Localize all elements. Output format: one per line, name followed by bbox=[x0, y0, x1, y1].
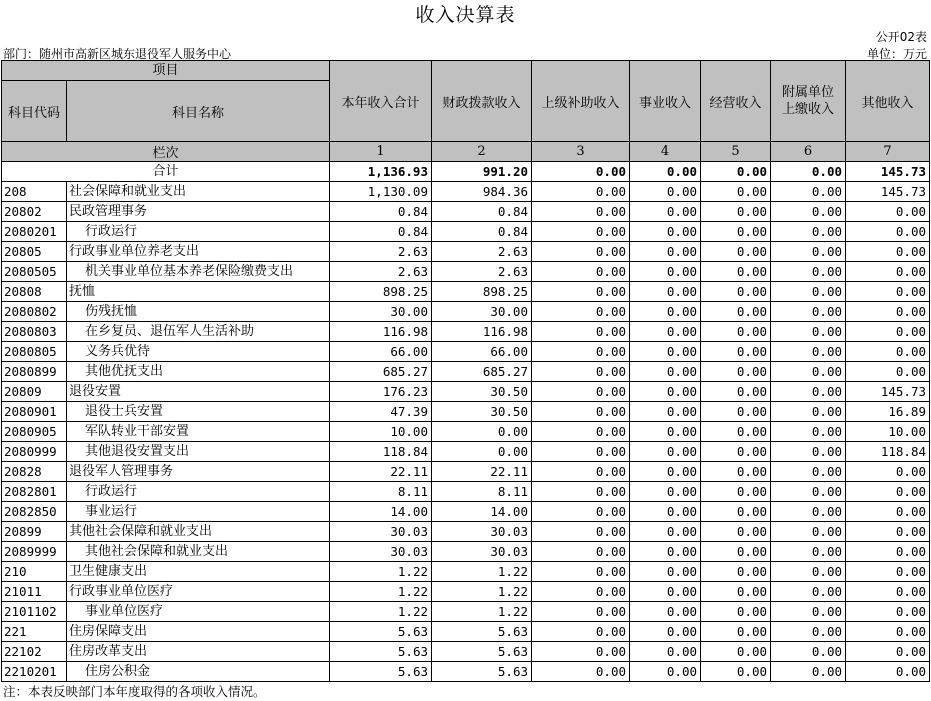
amount-cell: 0.00 bbox=[630, 562, 701, 582]
amount-cell: 0.00 bbox=[771, 202, 846, 222]
total-cell: 0.00 bbox=[532, 162, 630, 182]
subject-code: 2080901 bbox=[2, 402, 67, 422]
amount-cell: 0.00 bbox=[701, 182, 771, 202]
table-row bbox=[2, 322, 930, 342]
row-index-label: 栏次 bbox=[2, 142, 330, 162]
amount-cell: 5.63 bbox=[330, 622, 432, 642]
amount-cell: 1.22 bbox=[330, 602, 432, 622]
amount-cell: 0.00 bbox=[846, 522, 930, 542]
subject-code: 2080905 bbox=[2, 422, 67, 442]
amount-cell: 30.50 bbox=[432, 382, 532, 402]
amount-cell: 0.00 bbox=[771, 342, 846, 362]
amount-cell: 0.00 bbox=[846, 202, 930, 222]
amount-cell: 47.39 bbox=[330, 402, 432, 422]
amount-cell: 30.00 bbox=[432, 302, 532, 322]
subject-code: 2082850 bbox=[2, 502, 67, 522]
amount-cell: 0.00 bbox=[630, 182, 701, 202]
amount-cell: 5.63 bbox=[432, 662, 532, 682]
amount-cell: 0.00 bbox=[771, 622, 846, 642]
col-header-1: 本年收入合计 bbox=[330, 61, 432, 142]
amount-cell: 0.00 bbox=[630, 422, 701, 442]
subject-code: 2080805 bbox=[2, 342, 67, 362]
amount-cell: 685.27 bbox=[432, 362, 532, 382]
amount-cell: 0.00 bbox=[630, 282, 701, 302]
amount-cell: 8.11 bbox=[330, 482, 432, 502]
col-header-6: 附属单位上缴收入 bbox=[771, 61, 846, 142]
amount-cell: 0.00 bbox=[771, 522, 846, 542]
amount-cell: 30.03 bbox=[432, 522, 532, 542]
table-row bbox=[2, 522, 930, 542]
table-row bbox=[2, 402, 930, 422]
subject-name: 伤残抚恤 bbox=[67, 302, 330, 322]
amount-cell: 1,130.09 bbox=[330, 182, 432, 202]
subject-code: 208 bbox=[2, 182, 67, 202]
amount-cell: 0.00 bbox=[771, 562, 846, 582]
table-row bbox=[2, 282, 930, 302]
amount-cell: 0.00 bbox=[846, 622, 930, 642]
amount-cell: 685.27 bbox=[330, 362, 432, 382]
amount-cell: 0.00 bbox=[532, 462, 630, 482]
amount-cell: 176.23 bbox=[330, 382, 432, 402]
amount-cell: 0.00 bbox=[532, 302, 630, 322]
subject-code: 210 bbox=[2, 562, 67, 582]
amount-cell: 0.00 bbox=[771, 242, 846, 262]
col-header-2: 财政拨款收入 bbox=[432, 61, 532, 142]
amount-cell: 0.00 bbox=[532, 222, 630, 242]
table-row bbox=[2, 502, 930, 522]
table-row bbox=[2, 462, 930, 482]
subject-code: 2210201 bbox=[2, 662, 67, 682]
table-row bbox=[2, 302, 930, 322]
amount-cell: 0.00 bbox=[532, 562, 630, 582]
amount-cell: 0.00 bbox=[701, 322, 771, 342]
amount-cell: 0.00 bbox=[532, 202, 630, 222]
table-row bbox=[2, 242, 930, 262]
amount-cell: 16.89 bbox=[846, 402, 930, 422]
amount-cell: 10.00 bbox=[330, 422, 432, 442]
subject-code: 221 bbox=[2, 622, 67, 642]
amount-cell: 0.00 bbox=[846, 242, 930, 262]
amount-cell: 0.00 bbox=[771, 662, 846, 682]
amount-cell: 0.00 bbox=[630, 362, 701, 382]
amount-cell: 0.00 bbox=[532, 622, 630, 642]
amount-cell: 984.36 bbox=[432, 182, 532, 202]
col-number: 5 bbox=[701, 142, 771, 162]
amount-cell: 0.00 bbox=[701, 442, 771, 462]
table-row bbox=[2, 382, 930, 402]
amount-cell: 0.00 bbox=[532, 362, 630, 382]
amount-cell: 0.00 bbox=[846, 362, 930, 382]
amount-cell: 0.00 bbox=[630, 442, 701, 462]
table-row bbox=[2, 662, 930, 682]
subject-name: 其他退役安置支出 bbox=[67, 442, 330, 462]
amount-cell: 0.00 bbox=[532, 282, 630, 302]
amount-cell: 0.00 bbox=[846, 462, 930, 482]
subject-name: 军队转业干部安置 bbox=[67, 422, 330, 442]
col-header-3: 上级补助收入 bbox=[532, 61, 630, 142]
amount-cell: 118.84 bbox=[330, 442, 432, 462]
amount-cell: 0.00 bbox=[701, 482, 771, 502]
amount-cell: 116.98 bbox=[330, 322, 432, 342]
table-row bbox=[2, 562, 930, 582]
amount-cell: 0.00 bbox=[630, 342, 701, 362]
amount-cell: 0.00 bbox=[432, 442, 532, 462]
amount-cell: 0.00 bbox=[630, 322, 701, 342]
amount-cell: 0.84 bbox=[432, 202, 532, 222]
amount-cell: 0.00 bbox=[846, 582, 930, 602]
amount-cell: 0.00 bbox=[630, 402, 701, 422]
amount-cell: 0.00 bbox=[630, 202, 701, 222]
amount-cell: 1.22 bbox=[432, 562, 532, 582]
subject-code: 2080803 bbox=[2, 322, 67, 342]
total-row bbox=[2, 162, 930, 182]
amount-cell: 0.00 bbox=[630, 462, 701, 482]
amount-cell: 0.00 bbox=[846, 562, 930, 582]
amount-cell: 0.00 bbox=[771, 382, 846, 402]
subject-code: 2080999 bbox=[2, 442, 67, 462]
amount-cell: 0.00 bbox=[771, 602, 846, 622]
table-row bbox=[2, 362, 930, 382]
amount-cell: 1.22 bbox=[330, 582, 432, 602]
amount-cell: 0.00 bbox=[630, 482, 701, 502]
amount-cell: 0.00 bbox=[630, 602, 701, 622]
table-row bbox=[2, 222, 930, 242]
amount-cell: 2.63 bbox=[432, 262, 532, 282]
amount-cell: 0.00 bbox=[771, 442, 846, 462]
amount-cell: 22.11 bbox=[330, 462, 432, 482]
amount-cell: 0.00 bbox=[846, 322, 930, 342]
amount-cell: 0.00 bbox=[701, 222, 771, 242]
amount-cell: 0.00 bbox=[701, 602, 771, 622]
amount-cell: 0.00 bbox=[771, 222, 846, 242]
subject-name: 其他社会保障和就业支出 bbox=[67, 542, 330, 562]
amount-cell: 22.11 bbox=[432, 462, 532, 482]
amount-cell: 145.73 bbox=[846, 182, 930, 202]
amount-cell: 0.84 bbox=[330, 202, 432, 222]
subject-name: 退役士兵安置 bbox=[67, 402, 330, 422]
subject-name: 其他社会保障和就业支出 bbox=[67, 522, 330, 542]
subject-name: 抚恤 bbox=[67, 282, 330, 302]
col-number: 2 bbox=[432, 142, 532, 162]
amount-cell: 0.00 bbox=[771, 542, 846, 562]
amount-cell: 2.63 bbox=[432, 242, 532, 262]
unit-label: 单位：万元 bbox=[866, 47, 927, 61]
table-row bbox=[2, 342, 930, 362]
amount-cell: 0.00 bbox=[532, 422, 630, 442]
income-table bbox=[1, 60, 930, 682]
subject-code: 21011 bbox=[2, 582, 67, 602]
table-row bbox=[2, 262, 930, 282]
table-row bbox=[2, 542, 930, 562]
amount-cell: 14.00 bbox=[432, 502, 532, 522]
amount-cell: 0.00 bbox=[701, 462, 771, 482]
amount-cell: 0.00 bbox=[630, 222, 701, 242]
amount-cell: 0.00 bbox=[771, 462, 846, 482]
total-cell: 1,136.93 bbox=[330, 162, 432, 182]
amount-cell: 0.00 bbox=[846, 542, 930, 562]
subject-name: 住房改革支出 bbox=[67, 642, 330, 662]
amount-cell: 5.63 bbox=[330, 662, 432, 682]
amount-cell: 0.00 bbox=[701, 242, 771, 262]
page-title: 收入决算表 bbox=[415, 4, 516, 26]
amount-cell: 66.00 bbox=[432, 342, 532, 362]
table-row bbox=[2, 442, 930, 462]
subject-name: 退役军人管理事务 bbox=[67, 462, 330, 482]
amount-cell: 0.00 bbox=[532, 482, 630, 502]
amount-cell: 0.00 bbox=[771, 482, 846, 502]
subject-name: 其他优抚支出 bbox=[67, 362, 330, 382]
amount-cell: 1.22 bbox=[432, 582, 532, 602]
amount-cell: 0.00 bbox=[771, 422, 846, 442]
subject-code: 2080201 bbox=[2, 222, 67, 242]
amount-cell: 0.84 bbox=[330, 222, 432, 242]
total-cell: 0.00 bbox=[630, 162, 701, 182]
amount-cell: 0.00 bbox=[771, 322, 846, 342]
header-name: 科目名称 bbox=[67, 81, 330, 142]
amount-cell: 0.00 bbox=[630, 302, 701, 322]
total-label: 合计 bbox=[2, 162, 330, 182]
amount-cell: 0.00 bbox=[630, 662, 701, 682]
amount-cell: 0.00 bbox=[532, 382, 630, 402]
subject-code: 2080802 bbox=[2, 302, 67, 322]
subject-name: 在乡复员、退伍军人生活补助 bbox=[67, 322, 330, 342]
amount-cell: 0.00 bbox=[630, 642, 701, 662]
amount-cell: 0.00 bbox=[771, 262, 846, 282]
amount-cell: 0.00 bbox=[701, 562, 771, 582]
subject-name: 机关事业单位基本养老保险缴费支出 bbox=[67, 262, 330, 282]
amount-cell: 2.63 bbox=[330, 242, 432, 262]
amount-cell: 0.00 bbox=[532, 522, 630, 542]
table-row bbox=[2, 182, 930, 202]
subject-name: 行政事业单位医疗 bbox=[67, 582, 330, 602]
col-number: 1 bbox=[330, 142, 432, 162]
amount-cell: 8.11 bbox=[432, 482, 532, 502]
amount-cell: 0.00 bbox=[846, 662, 930, 682]
table-row bbox=[2, 582, 930, 602]
col-number: 7 bbox=[846, 142, 930, 162]
total-cell: 145.73 bbox=[846, 162, 930, 182]
subject-code: 2101102 bbox=[2, 602, 67, 622]
amount-cell: 0.00 bbox=[630, 242, 701, 262]
amount-cell: 0.00 bbox=[701, 622, 771, 642]
amount-cell: 0.00 bbox=[532, 662, 630, 682]
table-number: 公开02表 bbox=[875, 30, 927, 44]
amount-cell: 0.00 bbox=[532, 442, 630, 462]
subject-code: 2082801 bbox=[2, 482, 67, 502]
amount-cell: 0.00 bbox=[701, 282, 771, 302]
amount-cell: 0.00 bbox=[701, 522, 771, 542]
amount-cell: 0.00 bbox=[630, 262, 701, 282]
amount-cell: 30.03 bbox=[330, 542, 432, 562]
amount-cell: 0.00 bbox=[701, 422, 771, 442]
amount-cell: 0.00 bbox=[701, 202, 771, 222]
amount-cell: 0.00 bbox=[532, 402, 630, 422]
col-header-5: 经营收入 bbox=[701, 61, 771, 142]
amount-cell: 0.00 bbox=[532, 642, 630, 662]
amount-cell: 30.03 bbox=[432, 542, 532, 562]
subject-name: 行政运行 bbox=[67, 482, 330, 502]
subject-code: 20802 bbox=[2, 202, 67, 222]
table-row bbox=[2, 422, 930, 442]
amount-cell: 0.00 bbox=[771, 182, 846, 202]
amount-cell: 30.50 bbox=[432, 402, 532, 422]
amount-cell: 0.00 bbox=[630, 522, 701, 542]
subject-code: 2089999 bbox=[2, 542, 67, 562]
amount-cell: 0.00 bbox=[532, 342, 630, 362]
amount-cell: 0.00 bbox=[701, 662, 771, 682]
amount-cell: 0.00 bbox=[846, 602, 930, 622]
amount-cell: 0.00 bbox=[701, 382, 771, 402]
amount-cell: 0.00 bbox=[846, 502, 930, 522]
amount-cell: 0.00 bbox=[846, 262, 930, 282]
amount-cell: 0.00 bbox=[846, 642, 930, 662]
amount-cell: 0.00 bbox=[846, 342, 930, 362]
amount-cell: 0.00 bbox=[532, 262, 630, 282]
amount-cell: 0.00 bbox=[846, 282, 930, 302]
total-cell: 0.00 bbox=[701, 162, 771, 182]
amount-cell: 10.00 bbox=[846, 422, 930, 442]
subject-name: 民政管理事务 bbox=[67, 202, 330, 222]
subject-code: 20828 bbox=[2, 462, 67, 482]
table-row bbox=[2, 482, 930, 502]
amount-cell: 0.00 bbox=[771, 302, 846, 322]
col-header-7: 其他收入 bbox=[846, 61, 930, 142]
col-number: 3 bbox=[532, 142, 630, 162]
amount-cell: 0.00 bbox=[846, 302, 930, 322]
subject-name: 住房公积金 bbox=[67, 662, 330, 682]
department-label: 部门：随州市高新区城东退役军人服务中心 bbox=[3, 47, 232, 61]
amount-cell: 2.63 bbox=[330, 262, 432, 282]
amount-cell: 898.25 bbox=[330, 282, 432, 302]
amount-cell: 0.00 bbox=[701, 302, 771, 322]
col-number: 4 bbox=[630, 142, 701, 162]
amount-cell: 0.00 bbox=[701, 642, 771, 662]
total-cell: 0.00 bbox=[771, 162, 846, 182]
header-item: 项目 bbox=[2, 61, 330, 81]
subject-name: 事业运行 bbox=[67, 502, 330, 522]
table-row bbox=[2, 202, 930, 222]
amount-cell: 5.63 bbox=[330, 642, 432, 662]
subject-code: 20805 bbox=[2, 242, 67, 262]
amount-cell: 0.00 bbox=[630, 582, 701, 602]
amount-cell: 0.00 bbox=[771, 642, 846, 662]
table-row bbox=[2, 622, 930, 642]
amount-cell: 118.84 bbox=[846, 442, 930, 462]
total-cell: 991.20 bbox=[432, 162, 532, 182]
amount-cell: 898.25 bbox=[432, 282, 532, 302]
subject-name: 行政事业单位养老支出 bbox=[67, 242, 330, 262]
amount-cell: 0.00 bbox=[532, 322, 630, 342]
amount-cell: 0.00 bbox=[701, 582, 771, 602]
amount-cell: 0.00 bbox=[630, 502, 701, 522]
subject-code: 22102 bbox=[2, 642, 67, 662]
header-code: 科目代码 bbox=[2, 81, 67, 142]
amount-cell: 0.00 bbox=[771, 502, 846, 522]
amount-cell: 116.98 bbox=[432, 322, 532, 342]
subject-name: 退役安置 bbox=[67, 382, 330, 402]
amount-cell: 0.00 bbox=[846, 222, 930, 242]
amount-cell: 66.00 bbox=[330, 342, 432, 362]
subject-code: 20808 bbox=[2, 282, 67, 302]
amount-cell: 0.00 bbox=[532, 602, 630, 622]
subject-code: 2080899 bbox=[2, 362, 67, 382]
subject-name: 义务兵优待 bbox=[67, 342, 330, 362]
amount-cell: 0.00 bbox=[701, 262, 771, 282]
table-row bbox=[2, 602, 930, 622]
amount-cell: 0.00 bbox=[532, 542, 630, 562]
subject-name: 卫生健康支出 bbox=[67, 562, 330, 582]
amount-cell: 0.00 bbox=[432, 422, 532, 442]
amount-cell: 0.84 bbox=[432, 222, 532, 242]
amount-cell: 0.00 bbox=[532, 182, 630, 202]
col-number: 6 bbox=[771, 142, 846, 162]
amount-cell: 0.00 bbox=[701, 342, 771, 362]
subject-name: 社会保障和就业支出 bbox=[67, 182, 330, 202]
footnote: 注：本表反映部门本年度取得的各项收入情况。 bbox=[3, 684, 266, 699]
amount-cell: 1.22 bbox=[330, 562, 432, 582]
amount-cell: 0.00 bbox=[630, 382, 701, 402]
amount-cell: 1.22 bbox=[432, 602, 532, 622]
amount-cell: 30.00 bbox=[330, 302, 432, 322]
subject-code: 20809 bbox=[2, 382, 67, 402]
col-header-4: 事业收入 bbox=[630, 61, 701, 142]
subject-code: 20899 bbox=[2, 522, 67, 542]
amount-cell: 0.00 bbox=[532, 242, 630, 262]
amount-cell: 0.00 bbox=[701, 362, 771, 382]
amount-cell: 14.00 bbox=[330, 502, 432, 522]
amount-cell: 0.00 bbox=[771, 402, 846, 422]
amount-cell: 0.00 bbox=[846, 482, 930, 502]
subject-name: 行政运行 bbox=[67, 222, 330, 242]
amount-cell: 145.73 bbox=[846, 382, 930, 402]
table-row bbox=[2, 642, 930, 662]
amount-cell: 30.03 bbox=[330, 522, 432, 542]
amount-cell: 0.00 bbox=[771, 582, 846, 602]
amount-cell: 0.00 bbox=[701, 502, 771, 522]
amount-cell: 0.00 bbox=[701, 542, 771, 562]
amount-cell: 5.63 bbox=[432, 642, 532, 662]
amount-cell: 0.00 bbox=[630, 622, 701, 642]
amount-cell: 0.00 bbox=[532, 582, 630, 602]
amount-cell: 5.63 bbox=[432, 622, 532, 642]
amount-cell: 0.00 bbox=[771, 362, 846, 382]
amount-cell: 0.00 bbox=[771, 282, 846, 302]
amount-cell: 0.00 bbox=[630, 542, 701, 562]
amount-cell: 0.00 bbox=[532, 502, 630, 522]
amount-cell: 0.00 bbox=[701, 402, 771, 422]
subject-code: 2080505 bbox=[2, 262, 67, 282]
subject-name: 住房保障支出 bbox=[67, 622, 330, 642]
subject-name: 事业单位医疗 bbox=[67, 602, 330, 622]
